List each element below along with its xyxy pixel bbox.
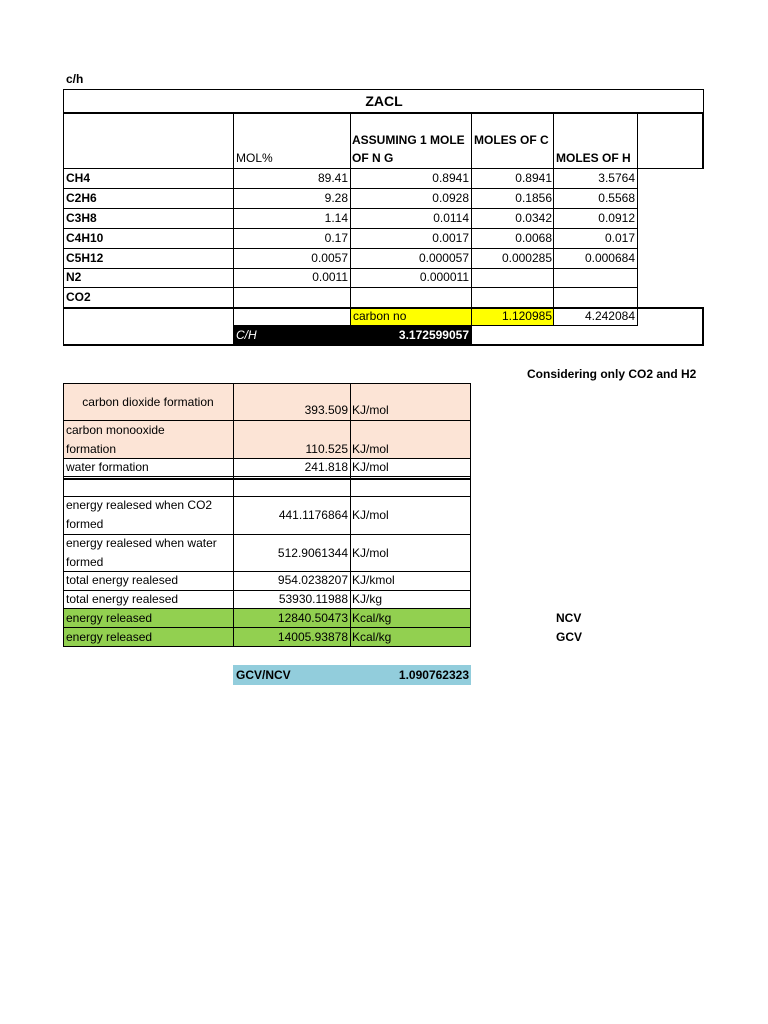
component-name: C2H6 [66,191,97,205]
water-released-value: 512.9061344 [277,546,348,560]
ncv-label: energy released [66,611,153,625]
co2-released-label-1: energy realesed when CO2 [66,498,213,512]
co2-released-unit: KJ/mol [352,508,389,522]
water-released-unit: KJ/mol [352,546,389,560]
water-released-label-2: formed [66,555,104,569]
component-name: N2 [66,270,82,284]
assume-value: 0.000011 [419,270,469,284]
gcv-label: energy released [66,630,153,644]
component-name: C5H12 [66,251,104,265]
total-kmol-value: 954.0238207 [277,573,348,587]
header-mol-pct: MOL% [236,151,273,165]
moles-c-value: 0.1856 [515,191,552,205]
ch-ratio-value: 3.172599057 [398,328,469,342]
total-kg-value: 53930.11988 [278,592,348,606]
total-kg-unit: KJ/kg [352,592,383,606]
moles-c-value: 0.8941 [515,171,552,185]
water-formation-unit: KJ/mol [352,460,389,474]
moles-c-value: 0.0068 [515,231,552,245]
gcv-ncv-value: 1.090762323 [398,668,469,682]
co-formation-value: 110.525 [305,442,348,456]
header-assuming-1: ASSUMING 1 MOLE [352,133,465,147]
ncv-tag: NCV [556,611,582,625]
total-kg-label: total energy realesed [66,592,179,606]
moles-h-value: 0.000684 [584,251,635,265]
component-name: CH4 [66,171,91,185]
co2-formation-label: carbon dioxide formation [82,395,214,409]
mol-pct-value: 0.0057 [311,251,348,265]
mol-pct-value: 1.14 [324,211,348,225]
moles-h-value: 3.5764 [598,171,635,185]
co-formation-unit: KJ/mol [352,442,389,456]
ch-ratio-label: C/H [236,328,257,342]
co2-released-label-2: formed [66,517,104,531]
gcv-unit: Kcal/kg [352,630,392,644]
moles-h-value: 0.5568 [598,191,635,205]
mol-pct-value: 0.17 [324,231,348,245]
component-name: C3H8 [66,211,97,225]
assume-value: 0.0928 [432,191,469,205]
co-formation-label-2: formation [66,442,117,456]
table-title: ZACL [365,93,403,109]
moles-c-value: 0.0342 [515,211,552,225]
ncv-unit: Kcal/kg [352,611,392,625]
mol-pct-value: 89.41 [317,171,348,185]
total-kmol-label: total energy realesed [66,573,179,587]
header-assuming-2: OF N G [352,151,394,165]
water-formation-value: 241.818 [304,460,348,474]
assume-value: 0.8941 [432,171,469,185]
mol-pct-value: 0.0011 [312,270,348,284]
moles-c-value: 0.000285 [501,251,552,265]
gcv-ncv-label: GCV/NCV [236,668,291,682]
water-released-label-1: energy realesed when water [66,536,217,550]
component-name: CO2 [66,290,91,304]
moles-h-value: 0.0912 [598,211,635,225]
assume-value: 0.000057 [418,251,469,265]
mol-pct-value: 9.28 [324,191,348,205]
co2-formation-unit: KJ/mol [352,403,389,417]
assume-value: 0.0017 [432,231,469,245]
carbon-no-label: carbon no [353,309,407,323]
co-formation-label-1: carbon monooxide [66,423,165,437]
co2-formation-value: 393.509 [304,403,348,417]
total-kmol-unit: KJ/kmol [352,573,395,587]
header-moles-h: MOLES OF H [556,151,631,165]
carbon-no-value: 1.120985 [501,309,552,323]
assume-value: 0.0114 [433,211,469,225]
ncv-value: 12840.50473 [277,611,348,625]
water-formation-label: water formation [66,460,149,474]
hydrogen-total-value: 4.242084 [584,309,635,323]
gcv-value: 14005.93878 [277,630,348,644]
moles-h-value: 0.017 [604,231,635,245]
header-moles-c: MOLES OF C [474,133,549,147]
gcv-ncv-box [233,665,471,685]
sheet-label: c/h [66,72,84,86]
assumption-note: Considering only CO2 and H2 [527,367,697,381]
component-name: C4H10 [66,231,104,245]
gcv-tag: GCV [556,630,583,644]
co2-released-value: 441.1176864 [278,508,348,522]
